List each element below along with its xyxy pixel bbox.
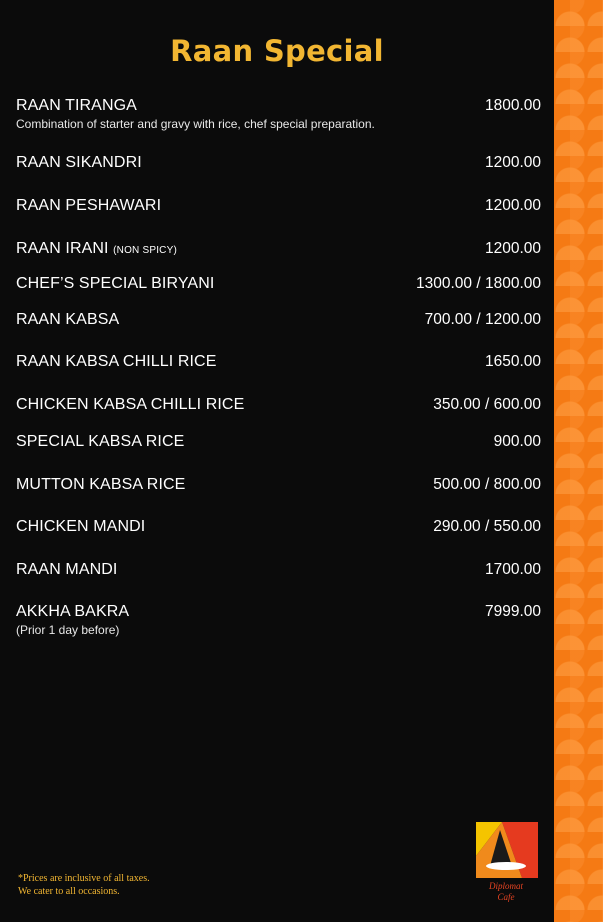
menu-item-raan-peshawari xyxy=(16,197,541,215)
menu-item-mutton-kabsa-rice xyxy=(16,476,541,494)
item-price: 900.00 xyxy=(493,433,541,450)
item-price: 1200.00 xyxy=(484,154,541,171)
footer-notes xyxy=(18,872,150,898)
logo-word-diplomat: Diplomat xyxy=(488,881,523,891)
item-name: AKKHA BAKRA xyxy=(16,603,130,620)
menu-item-chicken-kabsa-chilli-rice xyxy=(16,396,541,414)
menu-item-raan-tiranga xyxy=(16,97,541,131)
item-price: 7999.00 xyxy=(484,603,541,620)
item-price: 1300.00 / 1800.00 xyxy=(416,275,541,292)
item-name: RAAN PESHAWARI xyxy=(16,197,162,214)
menu-item-special-kabsa-rice xyxy=(16,433,541,451)
item-name: MUTTON KABSA RICE xyxy=(16,476,186,493)
decorative-side-strip xyxy=(554,0,603,922)
menu-item-raan-irani xyxy=(16,240,541,258)
menu-title: Raan Special xyxy=(170,34,384,68)
item-name: RAAN SIKANDRI xyxy=(16,154,142,171)
menu-item-raan-mandi xyxy=(16,561,541,579)
menu-item-chefs-special-biryani xyxy=(16,275,541,293)
logo-word-cafe: Cafe xyxy=(497,892,515,902)
item-price: 350.00 / 600.00 xyxy=(433,396,541,413)
item-price: 290.00 / 550.00 xyxy=(433,518,541,535)
item-price: 1700.00 xyxy=(484,561,541,578)
tax-note: *Prices are inclusive of all taxes. xyxy=(18,873,150,884)
item-name: RAAN KABSA xyxy=(16,311,120,328)
item-price: 1800.00 xyxy=(484,97,541,114)
item-name: RAAN TIRANGA xyxy=(16,97,137,114)
item-note: (NON SPICY) xyxy=(113,245,177,256)
menu-item-raan-kabsa-chilli-rice xyxy=(16,353,541,371)
menu-item-raan-sikandri xyxy=(16,154,541,172)
item-name: CHEF’S SPECIAL BIRYANI xyxy=(16,275,215,292)
item-name: CHICKEN MANDI xyxy=(16,518,146,535)
item-description: Combination of starter and gravy with rice, chef special preparation. xyxy=(16,117,375,131)
item-name: RAAN MANDI xyxy=(16,561,118,578)
item-price: 700.00 / 1200.00 xyxy=(424,311,541,328)
item-name: RAAN IRANI xyxy=(16,240,109,257)
item-price: 1200.00 xyxy=(484,197,541,214)
item-price: 1650.00 xyxy=(484,353,541,370)
item-name: SPECIAL KABSA RICE xyxy=(16,433,185,450)
catering-note: We cater to all occasions. xyxy=(18,886,120,897)
item-name-wrapper xyxy=(16,240,177,258)
item-description: (Prior 1 day before) xyxy=(16,623,120,637)
menu-item-akkha-bakra xyxy=(16,603,541,637)
item-name: RAAN KABSA CHILLI RICE xyxy=(16,353,217,370)
menu-item-chicken-mandi xyxy=(16,518,541,536)
item-price: 500.00 / 800.00 xyxy=(433,476,541,493)
logo-dish xyxy=(486,862,526,870)
item-name: CHICKEN KABSA CHILLI RICE xyxy=(16,396,245,413)
menu-item-raan-kabsa xyxy=(16,311,541,329)
logo-wordmark xyxy=(470,881,542,903)
item-price: 1200.00 xyxy=(484,240,541,257)
